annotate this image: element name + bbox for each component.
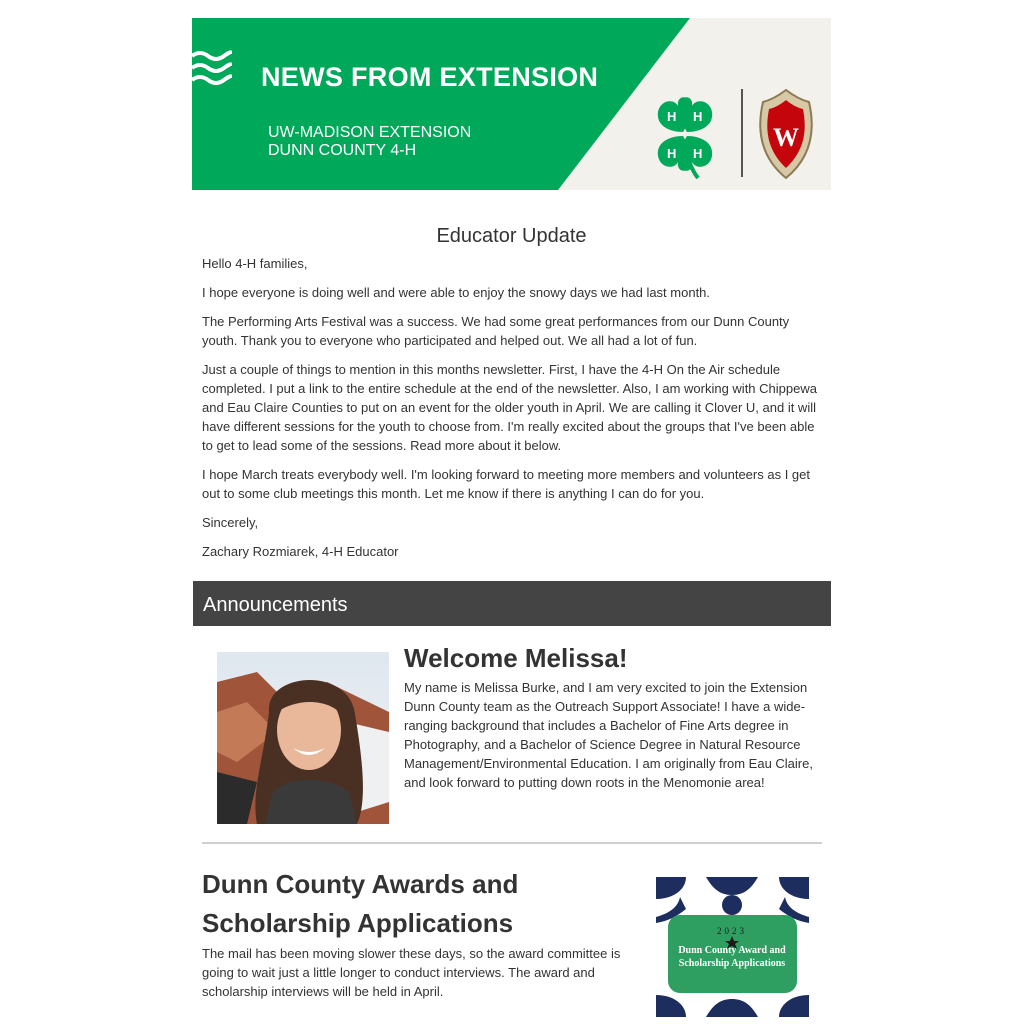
awards-text xyxy=(202,865,642,1001)
educator-paragraph: I hope everyone is doing well and were able to enjoy the snowy days we had last month. xyxy=(202,285,711,300)
four-h-clover-icon xyxy=(640,88,730,180)
educator-paragraph: Hello 4-H families, xyxy=(202,256,308,271)
banner-green-shape xyxy=(192,18,831,190)
educator-paragraph: Just a couple of things to mention in this months newsletter. First, I have the 4-H On the Air schedule completed. I put a link to the entire schedule at the end of the newsletter. Also, I am working with Chippewa and Eau Claire Counties to put on an event for the older youth in April. We are calling it Clover U, and it will have different sessions for the youth to choose from. I'm really excited about the groups that I've been able to get to lead some of the sessions. Read more about it below. xyxy=(202,362,817,453)
educator-update-body xyxy=(192,254,831,561)
crest-letter: W xyxy=(773,123,799,152)
welcome-body: My name is Melissa Burke, and I am very excited to join the Extension Dunn County team as the Outreach Support Associate! I have a wide-ranging background that includes a Bachelor of Fine Arts degree in Photography, and a Bachelor of Science Degree in Natural Resource Management/Environmental Education. I am originally from Eau Claire, and look forward to putting down roots in the Menomonie area! xyxy=(404,680,813,790)
educator-paragraph: The Performing Arts Festival was a success. We had some great performances from our Dunn County youth. Thank you to everyone who participated and helped out. We all had a lot of fun. xyxy=(202,314,790,348)
educator-signoff: Sincerely, xyxy=(202,515,259,530)
banner-subtitle-line1: UW-MADISON EXTENSION xyxy=(268,124,472,141)
awards-graphic xyxy=(656,877,809,1017)
graphic-year: 2023 xyxy=(717,926,747,936)
clover-letter-3: H xyxy=(667,146,677,161)
banner-title: NEWS FROM EXTENSION xyxy=(261,62,599,92)
graphic-line2: Scholarship Applications xyxy=(678,958,786,969)
waves-icon xyxy=(192,50,232,92)
banner-subtitle xyxy=(268,124,471,160)
awards-title: Dunn County Awards and Scholarship Applications xyxy=(202,869,519,938)
announcements-header: Announcements xyxy=(193,581,831,626)
banner-subtitle-line2: DUNN COUNTY 4-H xyxy=(268,142,417,159)
awards-body: The mail has been moving slower these days, so the award committee is going to wait just a little longer to conduct interviews. The award and scholarship interviews will be held in April. xyxy=(202,946,621,999)
graphic-line1: Dunn County Award and xyxy=(678,945,786,956)
educator-signature: Zachary Rozmiarek, 4-H Educator xyxy=(202,544,399,559)
melissa-photo xyxy=(217,652,389,824)
welcome-article xyxy=(192,626,831,859)
educator-update-title: Educator Update xyxy=(436,225,587,247)
welcome-title: Welcome Melissa! xyxy=(404,643,628,673)
logo-divider xyxy=(741,89,743,177)
educator-paragraph: I hope March treats everybody well. I'm looking forward to meeting more members and volunteers as I get out to some club meetings this month. Let me know if there is anything I can do for you. xyxy=(202,467,810,501)
section-divider xyxy=(202,842,822,844)
uw-crest-icon xyxy=(757,88,815,180)
header-banner xyxy=(192,18,831,190)
clover-letter-1: H xyxy=(667,109,677,124)
clover-letter-2: H xyxy=(693,109,703,124)
clover-letter-4: H xyxy=(693,146,703,161)
newsletter xyxy=(192,18,831,859)
welcome-text xyxy=(404,642,822,792)
